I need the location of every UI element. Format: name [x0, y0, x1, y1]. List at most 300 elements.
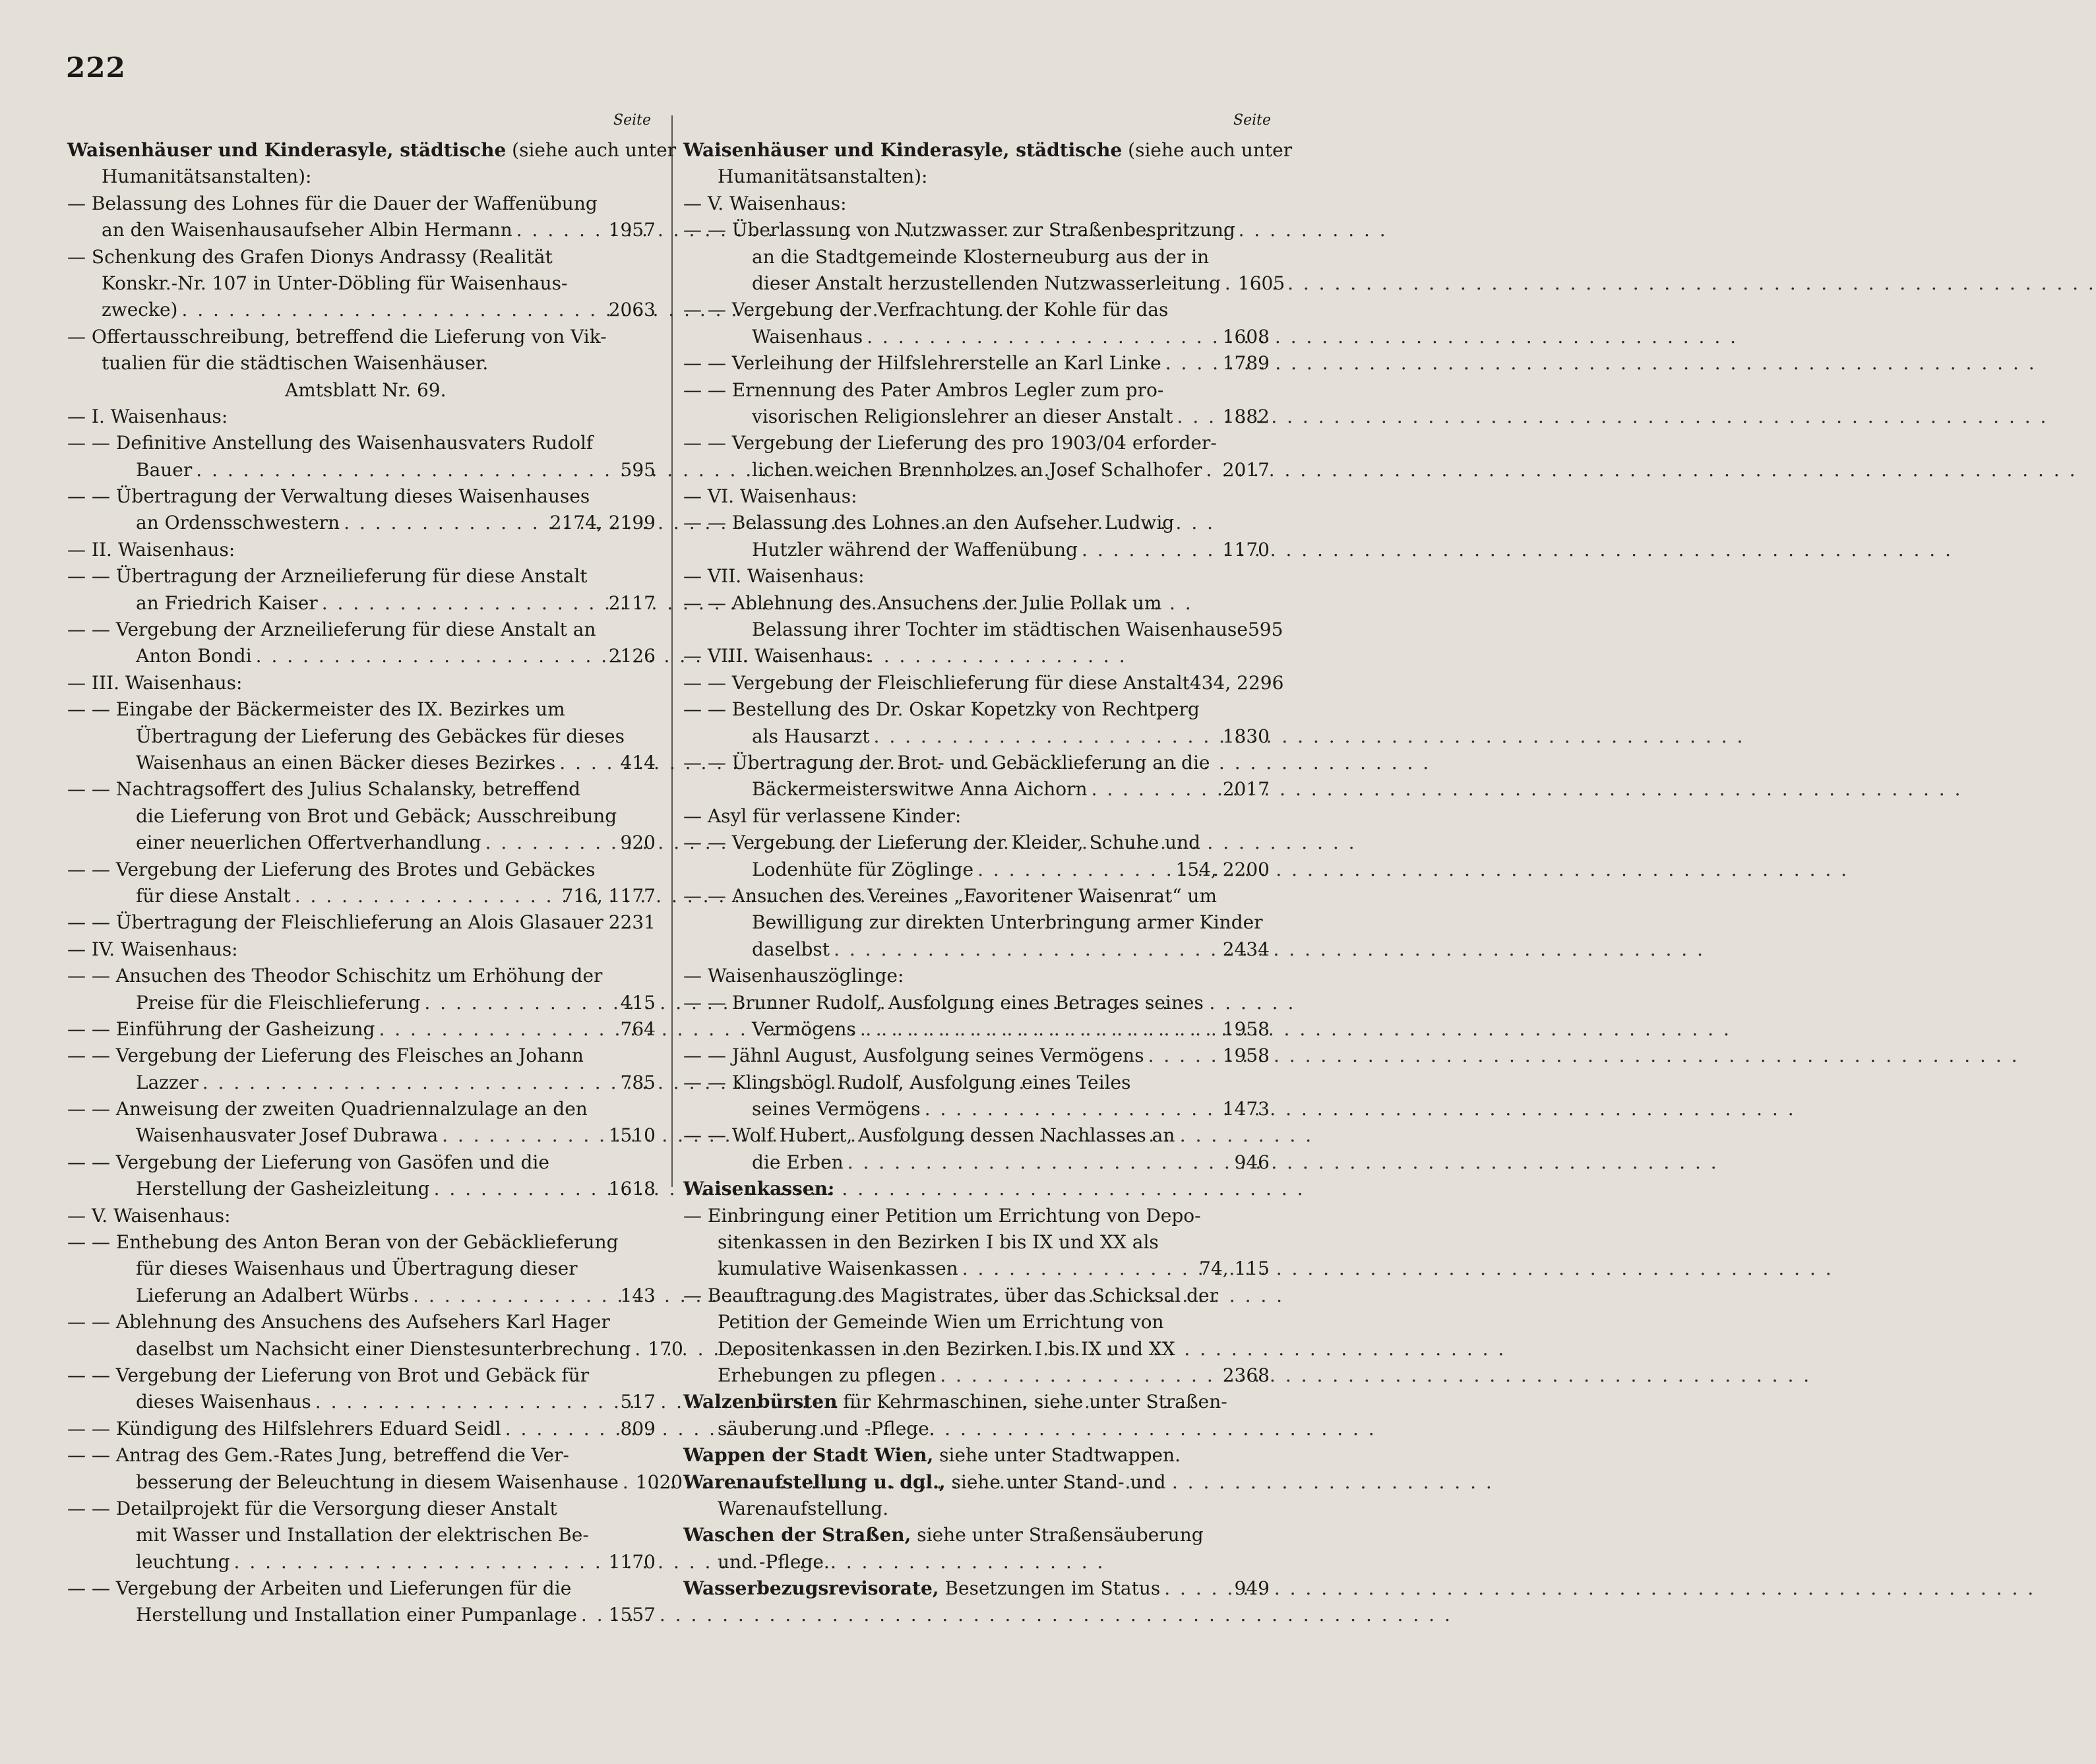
dot-leader	[481, 830, 621, 856]
entry-line	[67, 217, 656, 243]
entry-line	[67, 191, 656, 217]
entry-text	[67, 137, 676, 164]
entry-text: kumulative Waisenkassen	[718, 1258, 958, 1280]
entry-line	[683, 430, 1270, 456]
entry-text: — — Bestellung des Dr. Oskar Kopetzky von Rechtperg	[683, 698, 1200, 721]
entry-heading-rest: siehe unter Stand- und	[945, 1471, 1166, 1493]
entry-line	[683, 1070, 1270, 1096]
entry-line	[683, 696, 1270, 723]
entry-heading-rest: (siehe auch unter	[506, 139, 677, 161]
index-entry	[683, 1283, 1270, 1389]
entry-line	[67, 1203, 656, 1229]
dot-leader	[438, 1122, 609, 1149]
entry-heading-rest: für Kehrmaschinen, siehe unter Straßen-	[837, 1391, 1227, 1413]
index-entry	[683, 377, 1270, 431]
entry-text: — — Vergebung der Lieferung von Brot und Gebäck für	[67, 1364, 590, 1386]
entry-line	[683, 270, 1285, 297]
entry-text: sitenkassen in den Bezirken I bis IX und XX als	[718, 1231, 1159, 1254]
entry-text: — Schenkung des Grafen Dionys Andrassy (Realität	[67, 245, 553, 268]
entry-line	[67, 270, 656, 297]
page-ref: 2231	[608, 911, 656, 934]
dot-leader	[420, 990, 620, 1016]
entry-line	[683, 1043, 1270, 1069]
entry-text	[683, 1469, 1166, 1496]
entry-text: — — Vergebung der Lieferung des pro 1903/04 erforder-	[683, 432, 1217, 454]
entry-line	[683, 483, 1270, 510]
index-entry	[67, 1096, 656, 1149]
entry-text: die Erben	[752, 1151, 844, 1173]
entry-text: Amtsblatt Nr. 69.	[285, 379, 447, 401]
entry-heading-rest: siehe unter Stadtwappen.	[933, 1444, 1181, 1467]
entry-line	[683, 1176, 1270, 1202]
entry-text: — — Übertragung der Verwaltung dieses Waisenhauses	[67, 485, 590, 508]
entry-heading-rest: (siehe auch unter	[1122, 139, 1293, 161]
index-entry	[67, 1043, 656, 1096]
entry-text: zwecke)	[102, 299, 178, 321]
dot-leader	[958, 1256, 1199, 1282]
entry-heading: Walzenbürsten	[683, 1391, 838, 1413]
entry-line	[67, 457, 656, 483]
entry-text: — V. Waisenhaus:	[67, 1204, 231, 1227]
entry-line	[67, 377, 656, 404]
entry-line	[683, 1016, 1270, 1043]
page-ref: 1789	[1222, 352, 1270, 375]
index-entry	[683, 590, 1283, 644]
page-ref: 170	[648, 1337, 683, 1360]
entry-line	[67, 990, 656, 1016]
entry-line	[683, 217, 1270, 243]
index-entry	[683, 963, 1270, 989]
entry-line	[683, 1336, 1270, 1362]
index-entry	[683, 643, 1270, 669]
entry-text: — — Ernennung des Pater Ambros Legler zum pro-	[683, 379, 1164, 401]
page-ref: 595	[1247, 619, 1283, 641]
index-entry	[683, 990, 1270, 1043]
dot-leader	[409, 1283, 620, 1309]
dot-leader	[1221, 270, 1238, 297]
entry-line	[683, 1149, 1270, 1176]
entry-text: visorischen Religionslehrer an dieser Anstalt	[752, 405, 1173, 427]
entry-text	[683, 1389, 1227, 1415]
entry-heading-rest: Besetzungen im Status	[939, 1577, 1161, 1600]
page-ref: 1830	[1222, 725, 1270, 747]
page-ref: 1557	[608, 1604, 656, 1626]
index-entry	[683, 137, 1293, 191]
page-ref: 1473	[1222, 1098, 1270, 1120]
entry-line	[67, 1070, 656, 1096]
index-entry	[683, 1575, 1270, 1602]
entry-heading: Wappen der Stadt Wien,	[683, 1444, 934, 1467]
entry-text: Bewilligung zur direkten Unterbringung armer Kinder	[752, 911, 1263, 934]
entry-line	[683, 1256, 1270, 1282]
index-entry	[683, 1522, 1270, 1575]
entry-text: — — Vergebung der Lieferung der Kleider, Schuhe und	[683, 832, 1201, 854]
entry-line	[67, 324, 656, 350]
entry-line	[683, 963, 1270, 989]
dot-leader	[631, 1336, 648, 1362]
entry-line	[67, 510, 656, 536]
entry-line	[683, 457, 1270, 483]
entry-text: Vermögens	[752, 1018, 856, 1040]
entry-text: Lazzer	[136, 1071, 199, 1093]
dot-leader	[830, 936, 1223, 963]
dot-leader	[192, 457, 620, 483]
page-ref: 1170	[1222, 538, 1270, 561]
index-entry	[67, 1575, 656, 1629]
entry-line	[67, 590, 656, 617]
entry-line	[683, 1575, 1270, 1602]
index-entry	[67, 1149, 656, 1203]
entry-text: Erhebungen zu pflegen	[718, 1364, 937, 1386]
entry-line	[683, 537, 1270, 563]
index-entry	[683, 1389, 1270, 1442]
entry-line	[683, 1309, 1270, 1335]
entry-text: — I. Waisenhaus:	[67, 405, 228, 427]
entry-text: — — Nachtragsoffert des Julius Schalansky, betreffend	[67, 778, 581, 801]
entry-text: — Asyl für verlassene Kinder:	[683, 805, 962, 827]
entry-line	[683, 137, 1293, 164]
right-column	[683, 137, 1293, 1602]
entry-line	[67, 1602, 656, 1628]
index-entry	[683, 1070, 1270, 1123]
entry-line	[67, 1043, 656, 1069]
entry-line	[683, 297, 1270, 323]
index-entry	[67, 404, 656, 430]
entry-text: Übertragung der Lieferung des Gebäckes für dieses	[136, 725, 625, 747]
index-entry	[683, 1122, 1270, 1176]
index-entry	[67, 324, 656, 404]
entry-line	[67, 1416, 656, 1442]
entry-line	[683, 1283, 1270, 1309]
entry-line	[67, 1229, 656, 1256]
entry-text: Bauer	[136, 458, 193, 481]
entry-line	[683, 750, 1270, 776]
entry-text: — — Ablehnung des Ansuchens der Julie Pollak um	[683, 592, 1162, 614]
entry-line	[67, 350, 656, 377]
index-entry	[67, 617, 656, 670]
page-ref: 764	[620, 1018, 656, 1040]
entry-line	[67, 1016, 656, 1043]
entry-line	[683, 324, 1270, 350]
entry-line	[683, 164, 1270, 190]
page-ref: 414	[620, 751, 656, 774]
entry-text: besserung der Beleuchtung in diesem Waisenhause	[136, 1471, 619, 1493]
entry-line	[683, 1442, 1270, 1469]
index-entry	[683, 1176, 1270, 1202]
index-entry	[683, 430, 1270, 483]
entry-text: — Einbringung einer Petition um Errichtung von Depo-	[683, 1204, 1201, 1227]
index-entry	[67, 670, 656, 696]
page-ref: 949	[1234, 1577, 1270, 1600]
entry-line	[683, 1469, 1270, 1496]
page-ref: 809	[620, 1417, 656, 1440]
page-ref: 143	[620, 1284, 656, 1306]
entry-text: Preise für die Fleischlieferung	[136, 991, 421, 1014]
entry-text: — III. Waisenhaus:	[67, 671, 243, 694]
entry-text: mit Wasser und Installation der elektrischen Be-	[136, 1524, 589, 1546]
page-ref: 1618	[608, 1178, 656, 1200]
entry-heading: Waisenhäuser und Kinderasyle, städtische	[67, 139, 507, 161]
dot-leader	[619, 1469, 636, 1496]
dot-leader	[318, 590, 609, 617]
page-ref: 1958	[1222, 1045, 1270, 1067]
entry-line	[67, 750, 656, 776]
page-ref: 415	[620, 991, 656, 1014]
entry-line	[67, 1469, 683, 1496]
dot-leader	[252, 643, 609, 669]
dot-leader	[1078, 537, 1223, 563]
entry-text: einer neuerlichen Offertverhandlung	[136, 832, 481, 854]
page-ref: 2017	[1222, 458, 1270, 481]
entry-text: — — Klingsbögl Rudolf, Ausfolgung eines Teiles	[683, 1071, 1131, 1093]
entry-heading: Wasserbezugsrevisorate,	[683, 1577, 939, 1600]
dot-leader	[577, 1602, 609, 1628]
entry-text: Anton Bondi	[136, 645, 252, 667]
entry-text: — — Ablehnung des Ansuchens des Aufsehers Karl Hager	[67, 1311, 610, 1333]
index-entry	[683, 191, 1270, 217]
entry-line	[683, 643, 1270, 669]
entry-line	[683, 857, 1270, 883]
entry-text: — — Brunner Rudolf, Ausfolgung eines Betrages seines	[683, 991, 1204, 1014]
index-entry	[67, 857, 656, 910]
entry-text: dieser Anstalt herzustellenden Nutzwasserleitung	[752, 272, 1221, 294]
entry-text: — — Wolf Hubert, Ausfolgung dessen Nachlasses an	[683, 1124, 1175, 1147]
dot-leader	[230, 1549, 609, 1575]
page-ref: 2017	[1222, 778, 1270, 801]
entry-text: seines Vermögens	[752, 1098, 921, 1120]
entry-text: — — Antrag des Gem.-Rates Jung, betreffend die Ver-	[67, 1444, 569, 1467]
index-entry	[67, 430, 656, 483]
dot-leader	[1144, 1043, 1223, 1069]
dot-leader	[1173, 404, 1223, 430]
index-entry	[683, 217, 1285, 297]
entry-line	[67, 643, 656, 669]
index-entry	[67, 1442, 683, 1496]
entry-text: — VI. Waisenhaus:	[683, 485, 857, 508]
entry-text: Warenaufstellung.	[718, 1497, 889, 1519]
entry-line	[683, 670, 1284, 696]
entry-text: — — Ansuchen des Vereines „Favoritener Waisenrat“ um	[683, 884, 1217, 907]
entry-line	[683, 1229, 1270, 1256]
entry-text	[683, 137, 1292, 164]
entry-text	[683, 1442, 1181, 1469]
entry-text: an Ordensschwestern	[136, 512, 340, 534]
entry-text: Petition der Gemeinde Wien um Errichtung von	[718, 1311, 1164, 1333]
entry-text: — — Vergebung der Lieferung des Brotes und Gebäckes	[67, 858, 596, 880]
index-entry	[683, 830, 1270, 883]
entry-line	[683, 617, 1283, 643]
entry-line	[67, 1442, 656, 1469]
index-entry	[683, 1203, 1270, 1283]
entry-heading: Waschen der Straßen,	[683, 1524, 911, 1546]
entry-text: — — Vergebung der Arzneilieferung für diese Anstalt an	[67, 619, 596, 641]
entry-text: — — Überlassung von Nutzwasser zur Straßenbespritzung	[683, 219, 1235, 241]
entry-line	[683, 803, 1270, 830]
index-entry	[67, 696, 656, 776]
entry-text: leuchtung	[136, 1550, 230, 1573]
entry-text: tualien für die städtischen Waisenhäuser.	[102, 352, 489, 375]
page-ref: 595	[620, 458, 656, 481]
entry-text	[683, 1176, 834, 1202]
entry-text: — VII. Waisenhaus:	[683, 565, 865, 588]
entry-heading: Waisenhäuser und Kinderasyle, städtische	[683, 139, 1123, 161]
index-entry	[683, 350, 1270, 377]
dot-leader	[512, 217, 609, 243]
entry-line	[683, 1389, 1270, 1415]
entry-text: — — Ansuchen des Theodor Schischitz um Erhöhung der	[67, 965, 603, 987]
entry-line	[67, 696, 656, 723]
seite-label-right: Seite	[1233, 112, 1271, 129]
index-entry	[67, 537, 656, 563]
page-ref: 154, 2200	[1175, 858, 1270, 880]
entry-line	[683, 1362, 1270, 1389]
entry-text: — Offertausschreibung, betreffend die Lieferung von Vik-	[67, 325, 607, 348]
index-entry	[683, 883, 1270, 963]
index-entry	[683, 696, 1270, 750]
entry-text: — V. Waisenhaus:	[683, 192, 847, 214]
entry-line	[683, 563, 1270, 590]
dot-leader	[199, 1070, 621, 1096]
entry-line	[683, 1522, 1270, 1548]
entry-line	[683, 909, 1270, 936]
page-number: 222	[66, 51, 126, 84]
entry-line	[683, 1122, 1270, 1149]
entry-text: — — Enthebung des Anton Beran von der Gebäcklieferung	[67, 1231, 619, 1254]
entry-line	[67, 1496, 656, 1522]
entry-text: an die Stadtgemeinde Klosterneuburg aus der in	[752, 245, 1210, 268]
entry-text: Humanitätsanstalten):	[102, 166, 312, 188]
entry-line	[67, 830, 656, 856]
page-ref: 785	[620, 1071, 656, 1093]
entry-text: — — Belassung des Lohnes an den Aufseher Ludwig	[683, 512, 1175, 534]
dot-leader	[921, 1096, 1223, 1122]
page-ref: 2117	[608, 592, 656, 614]
entry-text: — — Vergebung der Lieferung des Fleisches an Johann	[67, 1045, 584, 1067]
dot-leader	[1160, 1575, 1234, 1602]
dot-leader	[430, 1176, 609, 1202]
entry-text: — — Übertragung der Brot- und Gebäcklieferung an die	[683, 751, 1210, 774]
entry-text: an den Waisenhausaufseher Albin Hermann	[102, 219, 512, 241]
entry-line	[67, 670, 656, 696]
entry-line	[683, 1203, 1270, 1229]
entry-line	[67, 1256, 656, 1282]
page-ref: 517	[620, 1391, 656, 1413]
page-ref: 1605	[1237, 272, 1285, 294]
index-entry	[683, 1442, 1270, 1469]
entry-line	[67, 909, 656, 936]
index-entry	[683, 483, 1270, 510]
entry-text: Humanitätsanstalten):	[718, 166, 928, 188]
entry-line	[67, 1389, 656, 1415]
entry-heading: Warenaufstellung u. dgl.,	[683, 1471, 946, 1493]
entry-line	[67, 857, 656, 883]
dot-leader	[856, 1016, 1223, 1043]
entry-text: — — Eingabe der Bäckermeister des IX. Bezirkes um	[67, 698, 565, 721]
entry-line	[683, 590, 1270, 617]
entry-text: Herstellung und Installation einer Pumpanlage	[136, 1604, 577, 1626]
entry-text: — — Übertragung der Arzneilieferung für diese Anstalt	[67, 565, 588, 588]
entry-line	[683, 191, 1270, 217]
dot-leader	[340, 510, 550, 536]
index-entry	[67, 1309, 683, 1362]
dot-leader	[936, 1362, 1223, 1389]
entry-text	[683, 1575, 1160, 1602]
entry-line	[67, 883, 656, 909]
entry-line	[67, 164, 656, 190]
entry-text: Waisenhaus	[752, 325, 863, 348]
entry-line	[67, 617, 656, 643]
entry-line	[67, 563, 656, 590]
entry-line	[67, 1522, 656, 1548]
entry-line	[683, 830, 1270, 856]
index-entry	[683, 510, 1270, 563]
dot-leader	[1088, 776, 1223, 803]
entry-text: — — Definitive Anstellung des Waisenhausvaters Rudolf	[67, 432, 594, 454]
index-entry	[683, 750, 1270, 803]
entry-text: lichen weichen Brennholzes an Josef Schalhofer	[752, 458, 1202, 481]
page-ref: 716, 1177	[561, 884, 656, 907]
index-entry	[67, 1496, 656, 1575]
index-entry	[683, 1469, 1270, 1523]
entry-line	[683, 510, 1270, 536]
entry-text: — — Kündigung des Hilfslehrers Eduard Seidl	[67, 1417, 501, 1440]
entry-text: Waisenhausvater Josef Dubrawa	[136, 1124, 439, 1147]
entry-text: — — Vergebung der Verfrachtung der Kohle für das	[683, 299, 1169, 321]
entry-line	[683, 723, 1270, 750]
entry-text: Depositenkassen in den Bezirken I bis IX und XX	[718, 1337, 1175, 1360]
entry-text: daselbst um Nachsicht einer Dienstesunterbrechung	[136, 1337, 631, 1360]
index-entry	[683, 670, 1284, 696]
index-entry	[67, 244, 656, 324]
entry-line	[67, 963, 656, 989]
entry-heading: Waisenkassen:	[683, 1178, 835, 1200]
entry-text: — IV. Waisenhaus:	[67, 938, 238, 960]
entry-text: Herstellung der Gasheizleitung	[136, 1178, 430, 1200]
entry-text: Waisenhaus an einen Bäcker dieses Bezirkes	[136, 751, 556, 774]
entry-line	[67, 1149, 656, 1176]
page-ref: 2434	[1222, 938, 1270, 960]
entry-line	[683, 1496, 1270, 1522]
dot-leader	[870, 723, 1223, 750]
entry-text: an Friedrich Kaiser	[136, 592, 318, 614]
entry-line	[683, 990, 1270, 1016]
dot-leader	[555, 750, 620, 776]
entry-line	[67, 936, 656, 963]
index-entry	[67, 137, 677, 191]
page-ref: 1020	[635, 1471, 683, 1493]
entry-heading-rest: siehe unter Straßensäuberung	[911, 1524, 1204, 1546]
entry-text: dieses Waisenhaus	[136, 1391, 311, 1413]
entry-text: Lodenhüte für Zöglinge	[752, 858, 974, 880]
entry-text: — Belassung des Lohnes für die Dauer der Waffenübung	[67, 192, 598, 214]
left-column	[67, 137, 683, 1629]
page-ref: 1957	[608, 219, 656, 241]
entry-text: — — Anweisung der zweiten Quadriennalzulage an den	[67, 1098, 588, 1120]
entry-text: — Waisenhauszöglinge:	[683, 965, 904, 987]
dot-leader	[1161, 350, 1223, 377]
dot-leader	[1202, 457, 1223, 483]
entry-text: für dieses Waisenhaus und Übertragung dieser	[136, 1258, 578, 1280]
entry-line	[683, 936, 1270, 963]
entry-line	[67, 1309, 656, 1335]
index-entry	[67, 563, 656, 617]
entry-line	[67, 297, 656, 323]
entry-text: daselbst	[752, 938, 830, 960]
entry-line	[67, 803, 656, 830]
entry-text: Belassung ihrer Tochter im städtischen Waisenhause	[752, 619, 1248, 641]
entry-line	[67, 723, 656, 750]
page-ref: 1958	[1222, 1018, 1270, 1040]
